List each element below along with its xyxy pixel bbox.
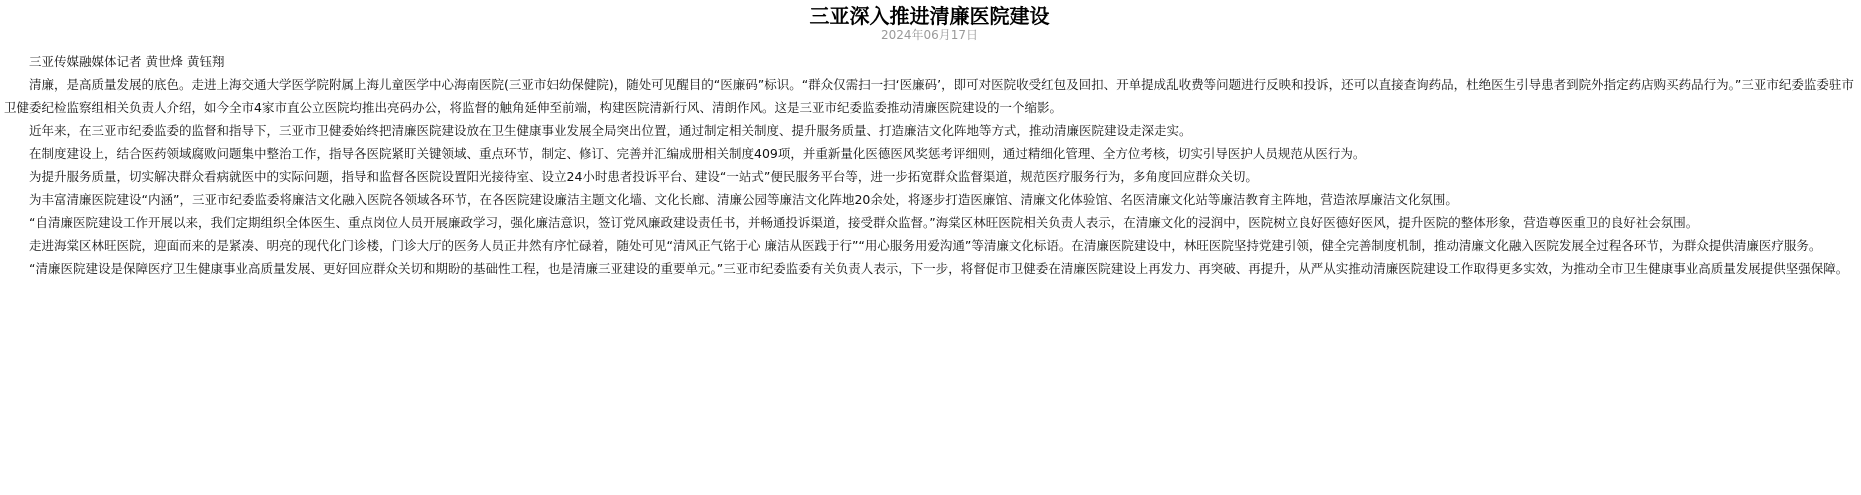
article-title: 三亚深入推进清廉医院建设 [809, 4, 1050, 28]
paragraph: 近年来，在三亚市纪委监委的监督和指导下，三亚市卫健委始终把清廉医院建设放在卫生健康事业发展全局突出位置，通过制定相关制度、提升服务质量、打造廉洁文化阵地等方式，推动清廉医院建设走深走实。 [29, 123, 1192, 138]
paragraph: 为丰富清廉医院建设“内涵”，三亚市纪委监委将廉洁文化融入医院各领域各环节，在各医院建设廉洁主题文化墙、文化长廊、清廉公园等廉洁文化阵地20余处，将逐步打造医廉馆、清廉文化体验馆、名医清廉文化站等廉洁教育主阵地，营造浓厚廉洁文化氛围。 [29, 192, 1458, 207]
paragraph: “自清廉医院建设工作开展以来，我们定期组织全体医生、重点岗位人员开展廉政学习，强化廉洁意识，签订党风廉政建设责任书，并畅通投诉渠道，接受群众监督。”海棠区林旺医院相关负责人表示，在清廉文化的浸润中，医院树立良好医德好医风，提升医院的整体形象，营造尊医重卫的良好社会氛围。 [29, 215, 1699, 230]
paragraph: 为提升服务质量，切实解决群众看病就医中的实际问题，指导和监督各医院设置阳光接待室、设立24小时患者投诉平台、建设“一站式”便民服务平台等，进一步拓宽群众监督渠道，规范医疗服务行为，多角度回应群众关切。 [29, 169, 1258, 184]
paragraph: 走进海棠区林旺医院，迎面而来的是紧凑、明亮的现代化门诊楼，门诊大厅的医务人员正井然有序忙碌着，随处可见“清风正气铭于心 廉洁从医践于行”“用心服务用爱沟通”等清廉文化标语。在清廉医院建设中，林旺医院坚持党建引领，健全完善制度机制，推动清廉文化融入医院发展全过程各环节，为群众提供清廉医疗服务。 [29, 238, 1822, 253]
paragraph: 在制度建设上，结合医药领域腐败问题集中整治工作，指导各医院紧盯关键领域、重点环节，制定、修订、完善并汇编成册相关制度409项，并重新量化医德医风奖惩考评细则，通过精细化管理、全方位考核，切实引导医护人员规范从医行为。 [29, 146, 1366, 161]
byline: 三亚传媒融媒体记者 黄世烽 黄钰翔 [29, 54, 225, 69]
paragraph: 清廉，是高质量发展的底色。走进上海交通大学医学院附属上海儿童医学中心海南医院(三亚市妇幼保健院)，随处可见醒目的“医廉码”标识。“群众仅需扫一扫‘医廉码’，即可对医院收受红包及回扣、开单提成乱收费等问题进行反映和投诉，还可以直接查询药品，杜绝医生引导患者到院外指定药店购买药品行为。”三亚市纪委监委驻市卫健委纪检监察组相关负责人介绍，如今全市4家市直公立医院均推出亮码办公，将监督的触角延伸至前端，构建医院清新行风、清朗作风。这是三亚市纪委监委推动清廉医院建设的一个缩影。 [4, 77, 1854, 115]
paragraph: “清廉医院建设是保障医疗卫生健康事业高质量发展、更好回应群众关切和期盼的基础性工程，也是清廉三亚建设的重要单元。”三亚市纪委监委有关负责人表示，下一步，将督促市卫健委在清廉医院建设上再发力、再突破、再提升，从严从实推动清廉医院建设工作取得更多实效，为推动全市卫生健康事业高质量发展提供坚强保障。 [29, 261, 1849, 276]
publish-date: 2024年06月17日 [880, 28, 979, 42]
article-body [4, 50, 1855, 280]
